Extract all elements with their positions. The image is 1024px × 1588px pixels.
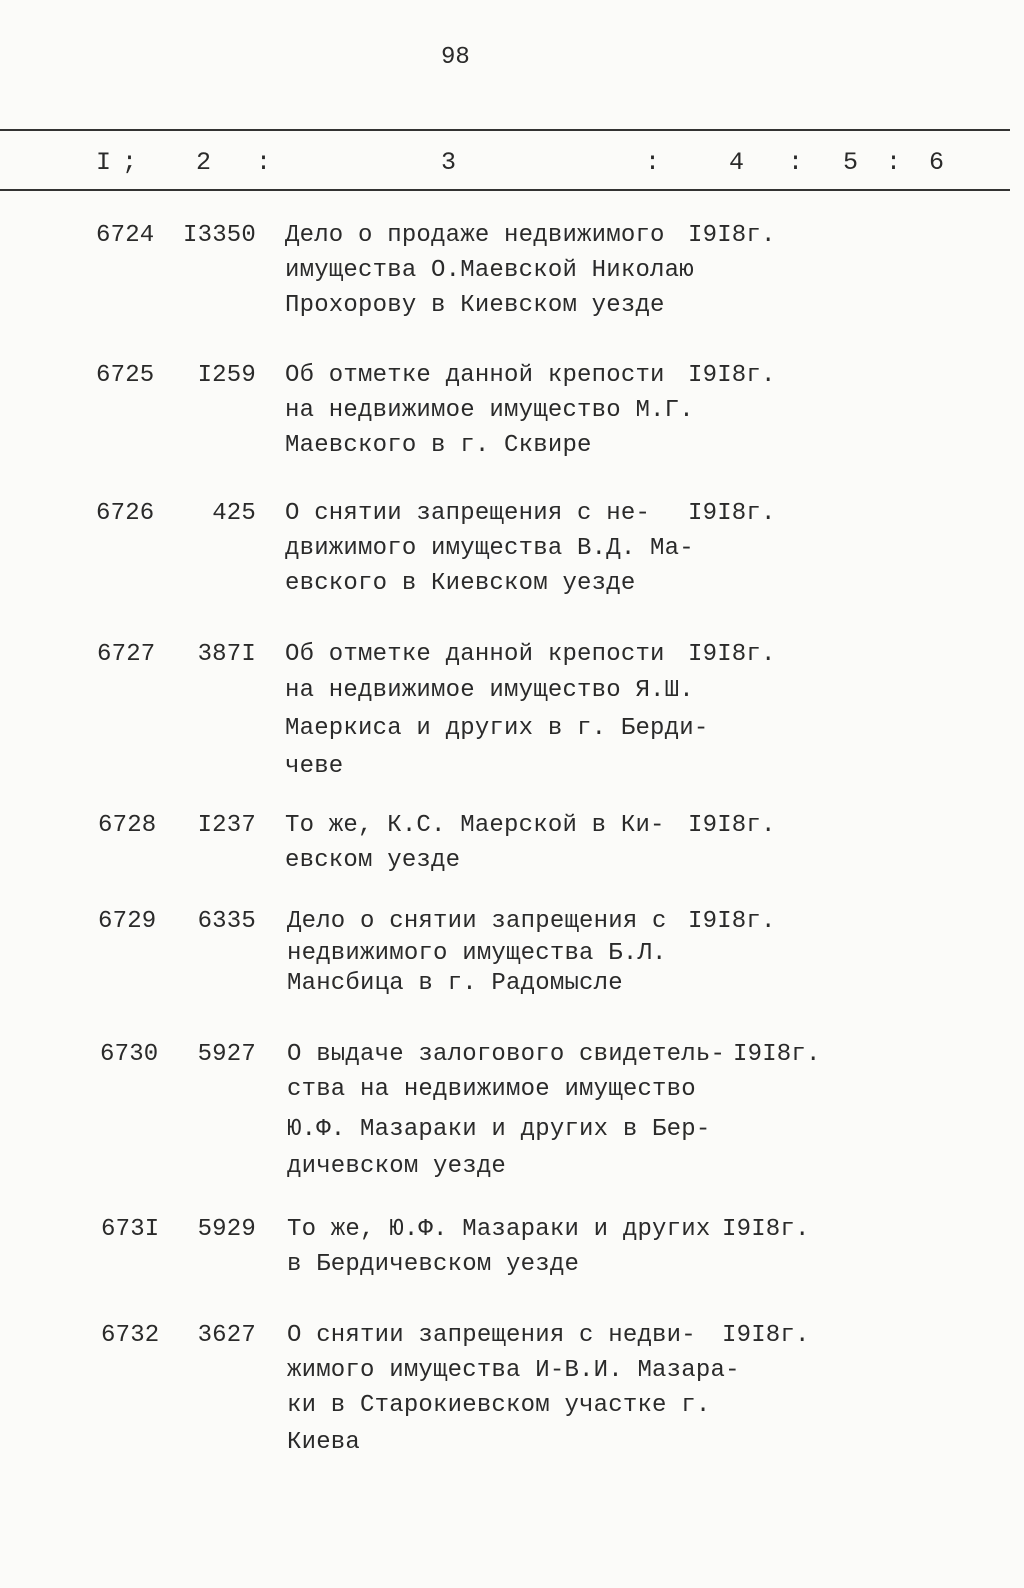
entry-number: 6724 bbox=[96, 222, 155, 249]
entry-number: 6730 bbox=[100, 1041, 159, 1068]
entry-number: 6728 bbox=[98, 812, 157, 839]
entry-description-line: дичевском уезде bbox=[287, 1153, 507, 1180]
col-3-header: 3 bbox=[441, 148, 457, 177]
entry-description-line: ства на недвижимое имущество bbox=[287, 1076, 696, 1103]
entry-date: I9I8г. bbox=[722, 1322, 810, 1349]
entry-description-line: Дело о продаже недвижимого bbox=[285, 222, 665, 249]
col-5-header: 5 bbox=[843, 148, 859, 177]
storage-reference: 6335 bbox=[197, 908, 256, 935]
entry-description-line: чеве bbox=[285, 753, 344, 780]
entry-number: 6725 bbox=[96, 362, 155, 389]
entry-description-line: Дело о снятии запрещения с bbox=[287, 908, 667, 935]
storage-reference: I237 bbox=[197, 812, 256, 839]
storage-reference: 387I bbox=[197, 641, 256, 668]
entry-description-line: То же, Ю.Ф. Мазараки и других bbox=[287, 1216, 711, 1243]
entry-date: I9I8г. bbox=[688, 812, 776, 839]
entry-date: I9I8г. bbox=[688, 362, 776, 389]
entry-description-line: Ю.Ф. Мазараки и других в Бер- bbox=[287, 1116, 711, 1143]
storage-reference: 3627 bbox=[197, 1322, 256, 1349]
entry-description-line: О снятии запрещения с не- bbox=[285, 500, 651, 527]
header-top-rule bbox=[0, 129, 1010, 131]
storage-reference: 5929 bbox=[197, 1216, 256, 1243]
entry-description-line: Прохорову в Киевском уезде bbox=[285, 292, 665, 319]
col-2-header: 2 bbox=[196, 148, 212, 177]
storage-reference: 425 bbox=[212, 500, 256, 527]
storage-reference: 5927 bbox=[197, 1041, 256, 1068]
entry-description-line: Киева bbox=[287, 1429, 361, 1456]
col-separator: : bbox=[645, 148, 661, 177]
entry-description-line: евского в Киевском уезде bbox=[285, 570, 636, 597]
page-number: 98 bbox=[441, 44, 470, 71]
entry-description-line: То же, К.С. Маерской в Ки- bbox=[285, 812, 665, 839]
entry-description-line: жимого имущества И-В.И. Мазара- bbox=[287, 1357, 740, 1384]
col-separator: : bbox=[256, 148, 272, 177]
entry-date: I9I8г. bbox=[688, 500, 776, 527]
entry-number: 6727 bbox=[97, 641, 156, 668]
entry-date: I9I8г. bbox=[688, 908, 776, 935]
entry-description-line: на недвижимое имущество М.Г. bbox=[285, 397, 694, 424]
storage-reference: I259 bbox=[197, 362, 256, 389]
entry-number: 6729 bbox=[98, 908, 157, 935]
col-separator: ; bbox=[122, 148, 138, 177]
entry-number: 6726 bbox=[96, 500, 155, 527]
col-6-header: 6 bbox=[929, 148, 945, 177]
entry-date: I9I8г. bbox=[733, 1041, 821, 1068]
entry-description-line: ки в Старокиевском участке г. bbox=[287, 1392, 711, 1419]
entry-date: I9I8г. bbox=[688, 641, 776, 668]
entry-description-line: Об отметке данной крепости bbox=[285, 362, 665, 389]
entry-description-line: евском уезде bbox=[285, 847, 461, 874]
entry-description-line: Мансбица в г. Радомысле bbox=[287, 970, 623, 997]
entry-description-line: в Бердичевском уезде bbox=[287, 1251, 580, 1278]
entry-date: I9I8г. bbox=[722, 1216, 810, 1243]
header-bottom-rule bbox=[0, 189, 1010, 191]
col-4-header: 4 bbox=[729, 148, 745, 177]
entry-description-line: Об отметке данной крепости bbox=[285, 641, 665, 668]
entry-number: 673I bbox=[101, 1216, 160, 1243]
entry-date: I9I8г. bbox=[688, 222, 776, 249]
entry-number: 6732 bbox=[101, 1322, 160, 1349]
col-separator: : bbox=[788, 148, 804, 177]
entry-description-line: О выдаче залогового свидетель- bbox=[287, 1041, 726, 1068]
entry-description-line: на недвижимое имущество Я.Ш. bbox=[285, 677, 694, 704]
entry-description-line: Маеркиса и других в г. Берди- bbox=[285, 715, 709, 742]
entry-description-line: недвижимого имущества Б.Л. bbox=[287, 940, 667, 967]
entry-description-line: Маевского в г. Сквире bbox=[285, 432, 592, 459]
col-1-header: I bbox=[96, 148, 112, 177]
storage-reference: I3350 bbox=[182, 222, 256, 249]
entry-description-line: движимого имущества В.Д. Ма- bbox=[285, 535, 694, 562]
entry-description-line: имущества О.Маевской Николаю bbox=[285, 257, 694, 284]
entry-description-line: О снятии запрещения с недви- bbox=[287, 1322, 696, 1349]
col-separator: : bbox=[886, 148, 902, 177]
